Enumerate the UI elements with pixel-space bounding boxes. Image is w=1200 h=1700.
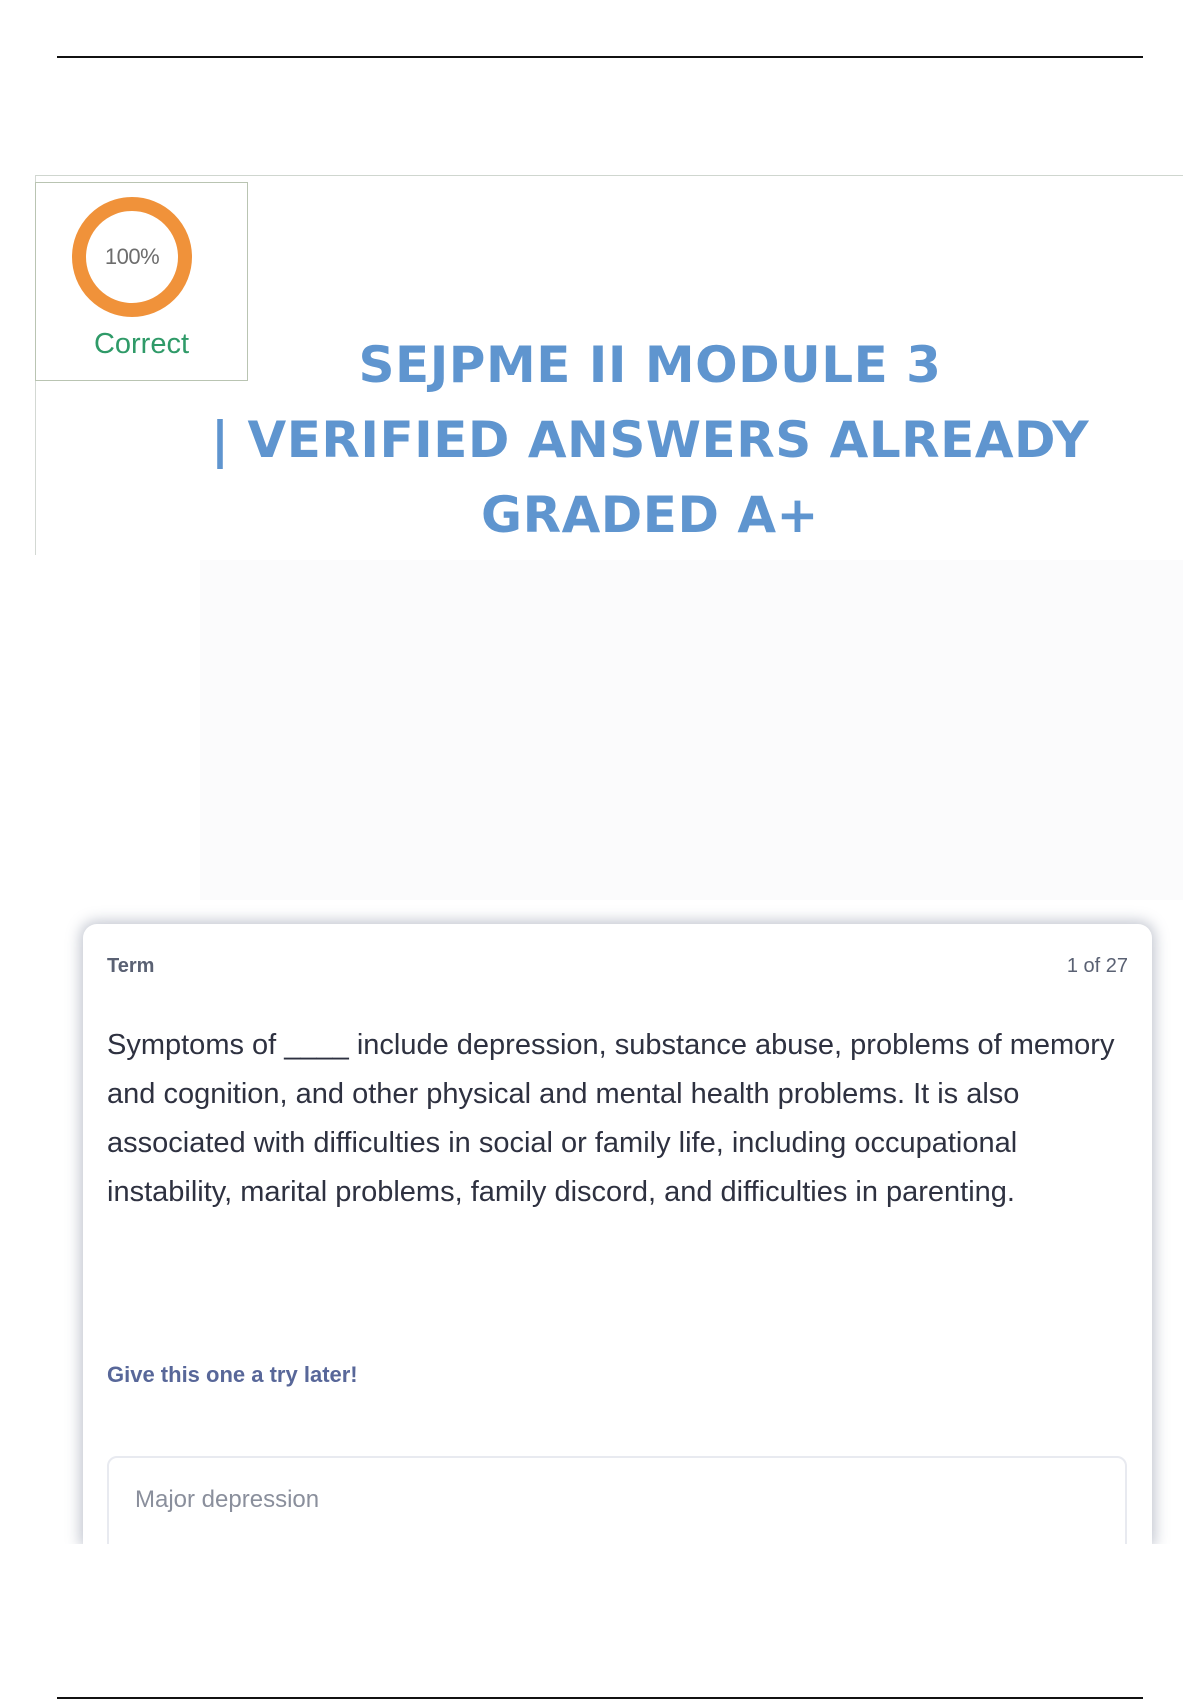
progress-ring-icon <box>72 197 192 317</box>
card-question: Symptoms of ____ include depression, substance abuse, problems of memory and cognition, and other physical and mental health problems. It is also associated with difficulties in social or family life, including occupational instability, marital problems, family discord, and difficulties in parenting. <box>107 1029 1115 1208</box>
card-term-label: Term <box>107 955 155 977</box>
score-percent: 100% <box>104 244 160 269</box>
document-title <box>180 328 1120 553</box>
answer-field[interactable] <box>107 1456 1127 1544</box>
page-blank-area <box>0 1544 1200 1694</box>
score-label: Correct <box>93 328 190 360</box>
try-later-link[interactable]: Give this one a try later! <box>107 1362 358 1387</box>
title-line-1: SEJPME II MODULE 3 <box>358 336 942 394</box>
top-rule <box>57 56 1143 58</box>
bottom-rule <box>57 1697 1143 1699</box>
answer-placeholder: Major depression <box>135 1486 320 1513</box>
card-counter: 1 of 27 <box>1066 955 1128 977</box>
flashcard <box>83 924 1152 1544</box>
title-line-3: GRADED A+ <box>481 486 819 544</box>
title-line-2: | VERIFIED ANSWERS ALREADY <box>210 411 1090 469</box>
background-panel <box>200 560 1183 900</box>
